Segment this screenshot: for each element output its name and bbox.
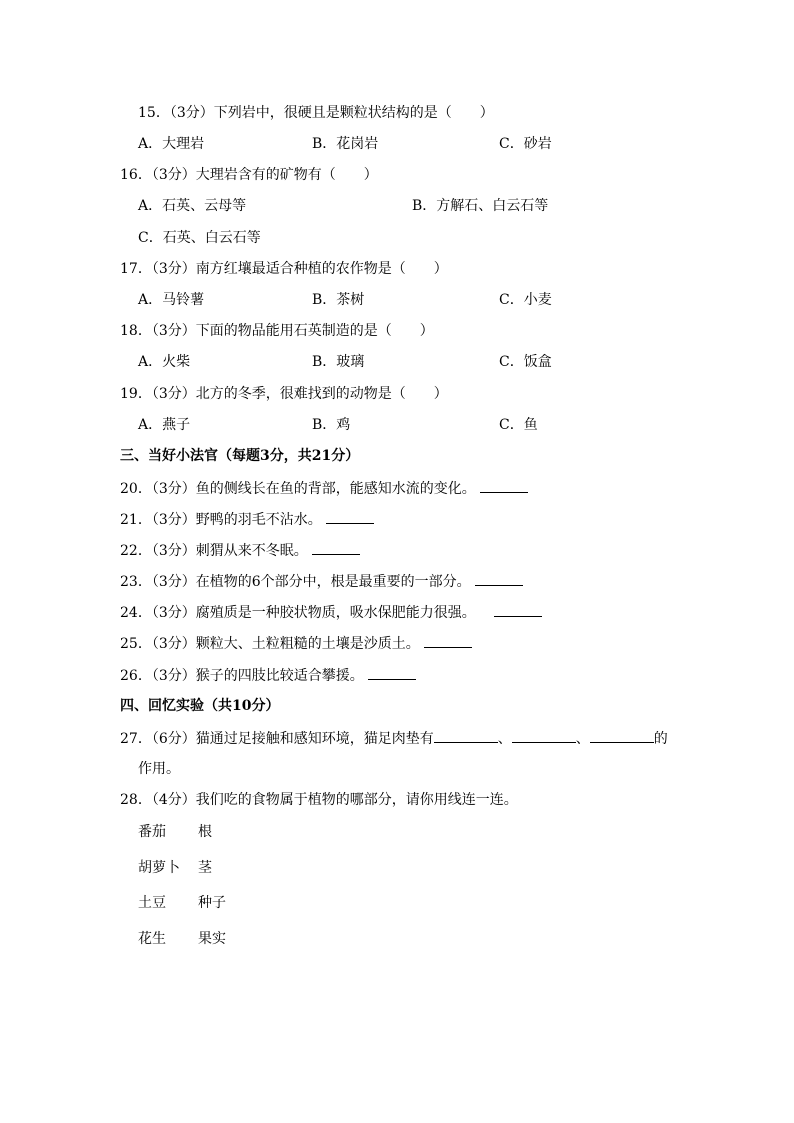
question-19: 19．（3分）北方的冬季，很难找到的动物是（ ）	[120, 386, 448, 402]
question-27-end: 的	[653, 731, 668, 747]
question-15-option-b: B．花岗岩	[312, 136, 379, 152]
judge-item-26-text: 26．（3分）猴子的四肢比较适合攀援。	[120, 668, 364, 684]
question-18-option-c: C．饭盒	[499, 354, 552, 370]
question-27	[120, 728, 668, 749]
match-right-item[interactable]: 果实	[198, 931, 226, 947]
judge-item-20	[120, 478, 528, 499]
question-18-option-a: A．火柴	[138, 354, 191, 370]
match-left-item[interactable]: 土豆	[138, 895, 166, 911]
answer-blank-27-1[interactable]	[434, 728, 498, 743]
question-16-option-b: B．方解石、白云石等	[412, 198, 549, 214]
judge-item-23	[120, 571, 523, 592]
question-18-option-b: B．玻璃	[312, 354, 365, 370]
answer-blank-25[interactable]	[424, 633, 472, 648]
section-3-title: 三、当好小法官（每题3分，共21分）	[120, 448, 360, 464]
judge-item-25	[120, 633, 472, 654]
answer-blank-21[interactable]	[326, 509, 374, 524]
question-27-separator-1: 、	[497, 731, 512, 747]
judge-item-26	[120, 665, 416, 686]
answer-blank-27-3[interactable]	[590, 728, 654, 743]
answer-blank-23[interactable]	[475, 571, 523, 586]
match-left-item[interactable]: 番茄	[138, 824, 166, 840]
judge-item-20-text: 20．（3分）鱼的侧线长在鱼的背部，能感知水流的变化。	[120, 481, 476, 497]
match-right-item[interactable]: 茎	[198, 860, 212, 876]
answer-blank-26[interactable]	[368, 665, 416, 680]
question-15-option-c: C．砂岩	[499, 136, 552, 152]
question-19-option-c: C．鱼	[499, 417, 538, 433]
judge-item-23-text: 23．（3分）在植物的6个部分中，根是最重要的一部分。	[120, 574, 471, 590]
question-17-option-a: A．马铃薯	[138, 292, 205, 308]
question-15: 15．（3分）下列岩中，很硬且是颗粒状结构的是（ ）	[138, 105, 494, 121]
judge-item-22-text: 22．（3分）刺猬从来不冬眠。	[120, 543, 308, 559]
section-4-title: 四、回忆实验（共10分）	[120, 698, 280, 714]
question-27-text: 27．（6分）猫通过足接触和感知环境，猫足肉垫有	[120, 731, 434, 747]
answer-blank-27-2[interactable]	[512, 728, 576, 743]
answer-blank-22[interactable]	[312, 540, 360, 555]
question-19-option-b: B．鸡	[312, 417, 351, 433]
answer-blank-20[interactable]	[480, 478, 528, 493]
question-27-separator-2: 、	[575, 731, 590, 747]
question-18: 18．（3分）下面的物品能用石英制造的是（ ）	[120, 323, 434, 339]
match-right-item[interactable]: 根	[198, 824, 212, 840]
question-15-option-a: A．大理岩	[138, 136, 205, 152]
match-right-item[interactable]: 种子	[198, 895, 226, 911]
match-left-item[interactable]: 胡萝卜	[138, 860, 180, 876]
question-28: 28．（4分）我们吃的食物属于植物的哪部分，请你用线连一连。	[120, 792, 518, 808]
question-17: 17．（3分）南方红壤最适合种植的农作物是（ ）	[120, 261, 448, 277]
judge-item-21-text: 21．（3分）野鸭的羽毛不沾水。	[120, 512, 322, 528]
answer-blank-24[interactable]	[494, 602, 542, 617]
judge-item-24	[120, 602, 542, 623]
judge-item-21	[120, 509, 374, 530]
judge-item-25-text: 25．（3分）颗粒大、土粒粗糙的土壤是沙质土。	[120, 636, 420, 652]
question-16-option-c: C．石英、白云石等	[138, 230, 261, 246]
question-17-option-c: C．小麦	[499, 292, 552, 308]
question-17-option-b: B．茶树	[312, 292, 365, 308]
question-16: 16．（3分）大理岩含有的矿物有（ ）	[120, 167, 378, 183]
match-left-item[interactable]: 花生	[138, 931, 166, 947]
judge-item-22	[120, 540, 360, 561]
question-16-option-a: A．石英、云母等	[138, 198, 247, 214]
question-19-option-a: A．燕子	[138, 417, 191, 433]
question-27-continuation: 作用。	[138, 761, 180, 777]
judge-item-24-text: 24．（3分）腐殖质是一种胶状物质，吸水保肥能力很强。	[120, 605, 476, 621]
